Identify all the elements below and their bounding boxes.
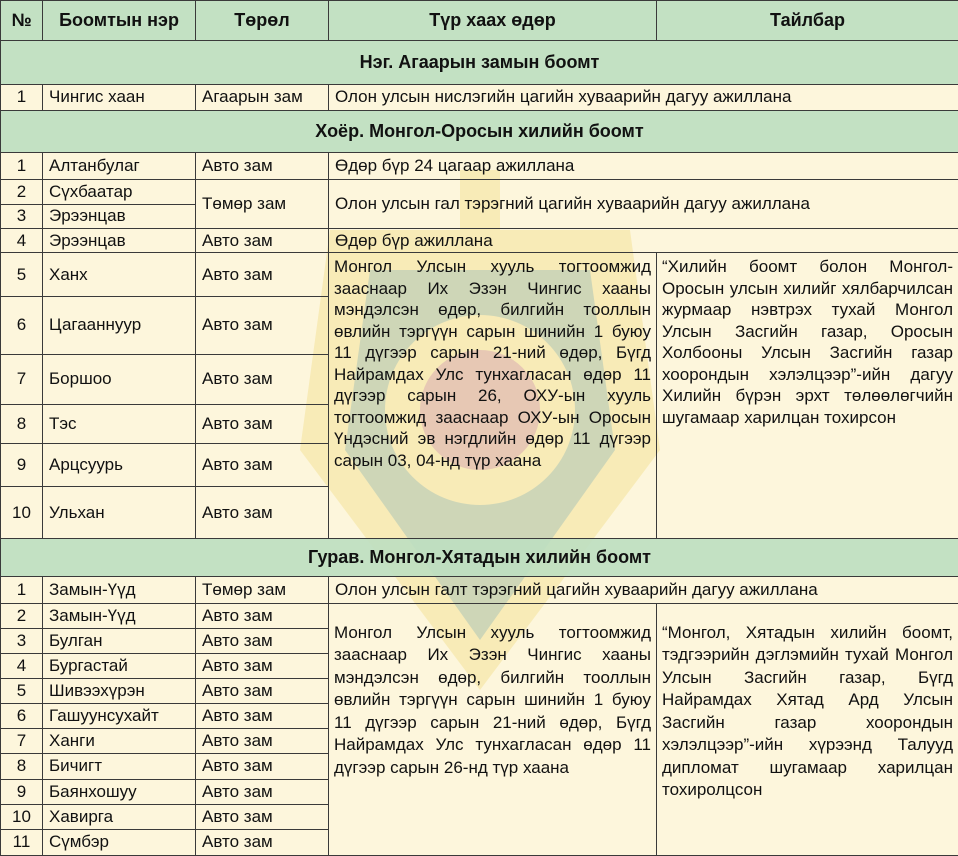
table-row (1, 603, 958, 628)
port-type: Авто зам (196, 152, 329, 179)
column-header-note: Тайлбар (657, 1, 958, 41)
row-number: 6 (1, 704, 43, 729)
section-row (1, 110, 958, 152)
row-number: 2 (1, 179, 43, 204)
section-title-air: Нэг. Агаарын замын боомт (1, 41, 958, 85)
table-row (1, 85, 958, 110)
port-type: Авто зам (196, 297, 329, 354)
port-type: Авто зам (196, 679, 329, 704)
row-number: 5 (1, 253, 43, 297)
table-header-row (1, 1, 958, 41)
port-schedule: Олон улсын гал тэрэгний цагийн хуваарийн дагуу ажиллана (329, 179, 958, 228)
row-number: 4 (1, 653, 43, 678)
port-name: Сүмбэр (43, 829, 196, 855)
port-schedule: Олон улсын нислэгийн цагийн хуваарийн дагуу ажиллана (329, 85, 958, 110)
port-name: Булган (43, 628, 196, 653)
row-number: 9 (1, 779, 43, 804)
port-type: Төмөр зам (196, 179, 329, 228)
column-header-name: Боомтын нэр (43, 1, 196, 41)
port-name: Эрээнцав (43, 204, 196, 228)
port-name: Баянхошуу (43, 779, 196, 804)
table-row (1, 253, 958, 297)
port-name: Бургастай (43, 653, 196, 678)
port-schedule: Өдөр бүр ажиллана (329, 229, 958, 253)
port-name: Замын-Үүд (43, 576, 196, 603)
table-row (1, 229, 958, 253)
port-type: Авто зам (196, 229, 329, 253)
row-number: 8 (1, 404, 43, 443)
section-title-russia: Хоёр. Монгол-Оросын хилийн боомт (1, 110, 958, 152)
section-title-china: Гурав. Монгол-Хятадын хилийн боомт (1, 539, 958, 576)
port-type: Авто зам (196, 754, 329, 779)
section-row (1, 41, 958, 85)
port-type: Авто зам (196, 404, 329, 443)
port-name: Ульхан (43, 487, 196, 539)
port-name: Чингис хаан (43, 85, 196, 110)
port-type: Авто зам (196, 653, 329, 678)
row-number: 1 (1, 576, 43, 603)
row-number: 7 (1, 729, 43, 754)
port-type: Авто зам (196, 729, 329, 754)
port-type: Авто зам (196, 603, 329, 628)
row-number: 5 (1, 679, 43, 704)
port-name: Хавирга (43, 804, 196, 829)
table-row (1, 179, 958, 204)
port-type: Авто зам (196, 354, 329, 404)
row-number: 3 (1, 628, 43, 653)
port-type: Агаарын зам (196, 85, 329, 110)
port-type: Авто зам (196, 704, 329, 729)
row-number: 10 (1, 487, 43, 539)
port-name: Ханги (43, 729, 196, 754)
row-number: 1 (1, 85, 43, 110)
row-number: 9 (1, 444, 43, 487)
port-type: Авто зам (196, 804, 329, 829)
port-name: Алтанбулаг (43, 152, 196, 179)
closure-schedule-china: Монгол Улсын хууль тогтоомжид зааснаар Их Эзэн Чингис хааны мэндэлсэн өдөр, билгийн тооллын өвлийн тэргүүн сарын шинийн 1 буюу 11 дүгээр сарын 21-ний өдөр, Бүгд Найрамдах Улс тунхагласан өдөр 11 дүгээр сарын 26-нд түр хаана (329, 603, 657, 855)
row-number: 8 (1, 754, 43, 779)
row-number: 3 (1, 204, 43, 228)
port-name: Арцсуурь (43, 444, 196, 487)
port-name: Сүхбаатар (43, 179, 196, 204)
port-name: Тэс (43, 404, 196, 443)
row-number: 1 (1, 152, 43, 179)
column-header-type: Төрөл (196, 1, 329, 41)
row-number: 11 (1, 829, 43, 855)
port-name: Ханх (43, 253, 196, 297)
port-type: Авто зам (196, 829, 329, 855)
port-name: Гашуунсухайт (43, 704, 196, 729)
table-row (1, 576, 958, 603)
port-name: Эрээнцав (43, 229, 196, 253)
port-name: Боршоо (43, 354, 196, 404)
row-number: 10 (1, 804, 43, 829)
port-type: Авто зам (196, 779, 329, 804)
row-number: 2 (1, 603, 43, 628)
port-name: Шивээхүрэн (43, 679, 196, 704)
port-schedule: Өдөр бүр 24 цагаар ажиллана (329, 152, 958, 179)
port-schedule: Олон улсын галт тэрэгний цагийн хуваарийн дагуу ажиллана (329, 576, 958, 603)
column-header-schedule: Түр хаах өдөр (329, 1, 657, 41)
port-name: Замын-Үүд (43, 603, 196, 628)
port-name: Цагааннуур (43, 297, 196, 354)
port-type: Авто зам (196, 487, 329, 539)
row-number: 4 (1, 229, 43, 253)
row-number: 6 (1, 297, 43, 354)
port-type: Авто зам (196, 253, 329, 297)
port-type: Авто зам (196, 628, 329, 653)
port-name: Бичигт (43, 754, 196, 779)
port-type: Авто зам (196, 444, 329, 487)
closure-note-china: “Монгол, Хятадын хилийн боомт, тэдгээрийн дэглэмийн тухай Монгол Улсын Засгийн газар, Бүгд Найрамдах Хятад Ард Улсын Засгийн газар хоорондын хэлэлцээр”-ийн хүрээнд Талууд дипломат шугамаар харилцан тохиролцсон (657, 603, 958, 855)
closure-note-russia: “Хилийн боомт болон Монгол-Оросын улсын хилийг хялбарчилсан журмаар нэвтрэх тухай Монгол Улсын Засгийн газар, Оросын Холбооны Улсын Засгийн газар хоорондын хэлэлцээр”-ийн дагуу Хилийн бүрэн эрхт төлөөлөгчийн шугамаар харилцан тохирсон (657, 253, 958, 539)
column-header-no: № (1, 1, 43, 41)
closure-schedule-russia: Монгол Улсын хууль тогтоомжид зааснаар Их Эзэн Чингис хааны мэндэлсэн өдөр, билгийн тооллын өвлийн тэргүүн сарын шинийн 1 буюу 11 дүгээр сарын 21-ний өдөр, Бүгд Найрамдах Улс тунхагласан өдөр 11 дүгээр сарын 26, ОХУ-ын хууль тогтоомжид зааснаар ОХУ-ын Оросын Үндэсний эв нэгдлийн өдөр 11 дүгээр сарын 03, 04-нд түр хаана (329, 253, 657, 539)
table-row (1, 152, 958, 179)
row-number: 7 (1, 354, 43, 404)
port-type: Төмөр зам (196, 576, 329, 603)
section-row (1, 539, 958, 576)
